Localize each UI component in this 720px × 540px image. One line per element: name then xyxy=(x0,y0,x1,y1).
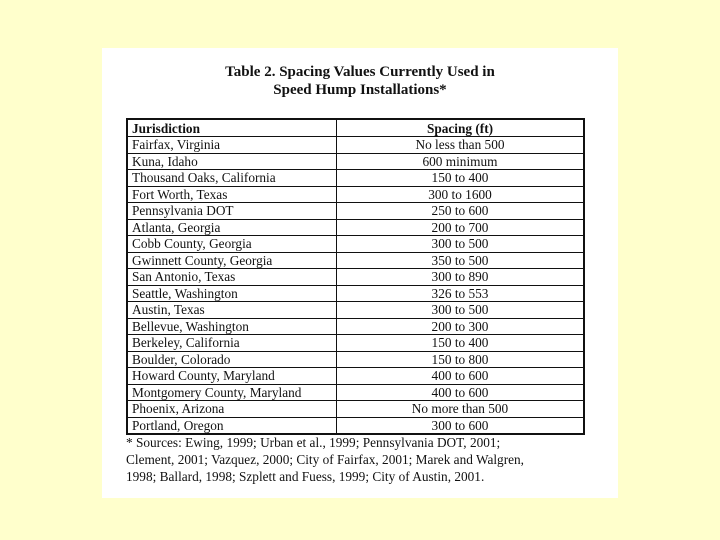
table-row xyxy=(127,302,584,319)
jurisdiction-cell: Howard County, Maryland xyxy=(127,368,337,385)
jurisdiction-cell: Phoenix, Arizona xyxy=(127,401,337,418)
spacing-cell: 300 to 600 xyxy=(337,417,585,434)
table-row xyxy=(127,219,584,236)
table-row xyxy=(127,236,584,253)
footnote-line-3: 1998; Ballard, 1998; Szplett and Fuess, 1999; City of Austin, 2001. xyxy=(126,469,485,484)
table-row xyxy=(127,153,584,170)
jurisdiction-cell: Portland, Oregon xyxy=(127,417,337,434)
table-row xyxy=(127,252,584,269)
spacing-cell: 150 to 800 xyxy=(337,351,585,368)
header-spacing: Spacing (ft) xyxy=(337,119,585,137)
document-page xyxy=(102,48,618,498)
table-header-row xyxy=(127,119,584,137)
jurisdiction-cell: Gwinnett County, Georgia xyxy=(127,252,337,269)
table-row xyxy=(127,417,584,434)
table-title xyxy=(102,63,618,99)
jurisdiction-cell: Boulder, Colorado xyxy=(127,351,337,368)
spacing-cell: 150 to 400 xyxy=(337,335,585,352)
table-row xyxy=(127,384,584,401)
jurisdiction-cell: San Antonio, Texas xyxy=(127,269,337,286)
spacing-cell: 250 to 600 xyxy=(337,203,585,220)
jurisdiction-cell: Fairfax, Virginia xyxy=(127,137,337,154)
spacing-cell: 300 to 500 xyxy=(337,302,585,319)
table-row xyxy=(127,170,584,187)
jurisdiction-cell: Seattle, Washington xyxy=(127,285,337,302)
jurisdiction-cell: Berkeley, California xyxy=(127,335,337,352)
jurisdiction-cell: Montgomery County, Maryland xyxy=(127,384,337,401)
spacing-cell: 300 to 890 xyxy=(337,269,585,286)
spacing-cell: 400 to 600 xyxy=(337,384,585,401)
table-row xyxy=(127,401,584,418)
spacing-cell: 200 to 700 xyxy=(337,219,585,236)
jurisdiction-cell: Atlanta, Georgia xyxy=(127,219,337,236)
table-row xyxy=(127,137,584,154)
spacing-cell: 600 minimum xyxy=(337,153,585,170)
jurisdiction-cell: Thousand Oaks, California xyxy=(127,170,337,187)
footnote-line-2: Clement, 2001; Vazquez, 2000; City of Fairfax, 2001; Marek and Walgren, xyxy=(126,452,524,467)
spacing-cell: 400 to 600 xyxy=(337,368,585,385)
table-row xyxy=(127,203,584,220)
footnote-line-1: * Sources: Ewing, 1999; Urban et al., 1999; Pennsylvania DOT, 2001; xyxy=(126,435,501,450)
table-title-line-2: Speed Hump Installations* xyxy=(273,82,447,98)
table-row xyxy=(127,351,584,368)
table-row xyxy=(127,318,584,335)
spacing-cell: 326 to 553 xyxy=(337,285,585,302)
spacing-table xyxy=(126,118,585,435)
spacing-cell: No more than 500 xyxy=(337,401,585,418)
jurisdiction-cell: Fort Worth, Texas xyxy=(127,186,337,203)
table-row xyxy=(127,186,584,203)
spacing-cell: No less than 500 xyxy=(337,137,585,154)
jurisdiction-cell: Austin, Texas xyxy=(127,302,337,319)
spacing-cell: 350 to 500 xyxy=(337,252,585,269)
jurisdiction-cell: Bellevue, Washington xyxy=(127,318,337,335)
jurisdiction-cell: Kuna, Idaho xyxy=(127,153,337,170)
spacing-cell: 200 to 300 xyxy=(337,318,585,335)
header-jurisdiction: Jurisdiction xyxy=(127,119,337,137)
table-title-line-1: Table 2. Spacing Values Currently Used in xyxy=(225,64,495,80)
jurisdiction-cell: Cobb County, Georgia xyxy=(127,236,337,253)
table-row xyxy=(127,335,584,352)
spacing-cell: 300 to 1600 xyxy=(337,186,585,203)
table-row xyxy=(127,368,584,385)
table-row xyxy=(127,269,584,286)
sources-footnote xyxy=(126,434,596,485)
spacing-cell: 150 to 400 xyxy=(337,170,585,187)
jurisdiction-cell: Pennsylvania DOT xyxy=(127,203,337,220)
spacing-cell: 300 to 500 xyxy=(337,236,585,253)
table-row xyxy=(127,285,584,302)
